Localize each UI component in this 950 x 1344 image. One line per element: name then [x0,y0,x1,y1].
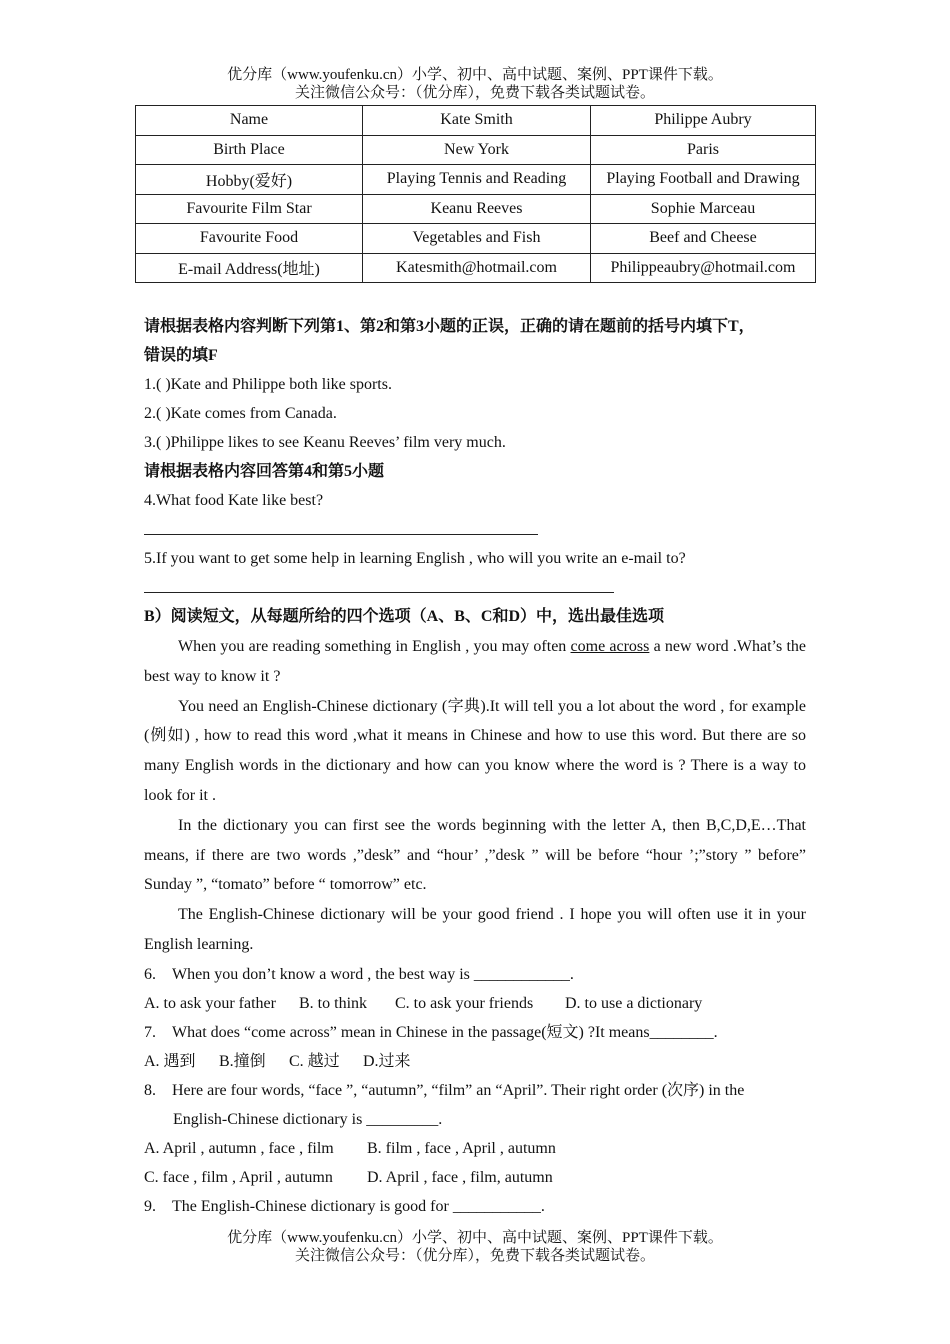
question-8-text: Here are four words, “face ”, “autumn”, “film” an “April”. Their right order (次序) in the [172,1081,745,1099]
option-b: B. to think [299,994,368,1012]
page-footer [0,1229,950,1265]
section-b-title: B）阅读短文，从每题所给的四个选项（A、B、C和D）中，选出最佳选项 [144,608,665,625]
question-8 [144,1076,806,1105]
option-d: D. April , face , film, autumn [367,1168,553,1186]
table-cell: Playing Football and Drawing [591,165,816,195]
header-line-2: 关注微信公众号：（优分库），免费下载各类试题试卷。 [294,85,655,101]
option-c: C. to ask your friends [395,994,534,1012]
option-b: B.撞倒 [219,1052,266,1070]
table-cell: Beef and Cheese [591,224,816,254]
table-cell: New York [363,135,591,165]
passage-paragraph-1 [144,632,806,692]
passage-paragraph-3: In the dictionary you can first see the words beginning with the letter A, then B,C,D,E…That means, if there are two words ,”desk” and “hour’ ,”desk ” will be before “hour ’;”story ” before” Sunday ”, “tomato” before “ tomorrow” etc. [144,816,806,894]
table-row [136,135,816,165]
table-row [136,165,816,195]
table-cell: Favourite Food [136,224,363,254]
profile-table [135,105,816,283]
option-a: A. 遇到 [144,1052,196,1070]
table-cell: Vegetables and Fish [363,224,591,254]
option-b: B. film , face , April , autumn [367,1139,556,1157]
instruction-true-false-cont: 错误的填F [144,347,218,364]
footer-line-1: 优分库（www.youfenku.cn）小学、初中、高中试题、案例、PPT课件下载。 [227,1230,723,1246]
table-row [136,224,816,254]
question-6-text: When you don’t know a word , the best way is ____________. [172,965,574,983]
question-7 [144,1018,806,1047]
question-4: 4.What food Kate like best? [144,492,324,509]
table-cell: Hobby(爱好) [136,165,363,195]
question-7-options [144,1047,806,1076]
table-cell: Katesmith@hotmail.com [363,253,591,283]
table-row [136,253,816,283]
table-cell: E-mail Address(地址) [136,253,363,283]
question-8-number: 8. [144,1081,156,1099]
option-d: D.过来 [363,1052,411,1070]
p1-text-after: a new word .What’s the best way to know it ? [144,638,806,685]
answer-line-5-wrap [144,573,806,602]
option-d: D. to use a dictionary [565,994,703,1012]
question-7-number: 7. [144,1023,156,1041]
table-cell: Playing Tennis and Reading [363,165,591,195]
instruction-true-false: 请根据表格内容判断下列第1、第2和第3小题的正误，正确的请在题前的括号内填下T， [144,318,755,335]
question-8-options-row-1 [144,1134,806,1163]
option-c: C. 越过 [289,1052,340,1070]
answer-line-4-wrap [144,515,806,544]
passage-paragraph-2: You need an English-Chinese dictionary (字典).It will tell you a lot about the word , for example (例如) , how to read this word ,what it means in Chinese and how to use this word. But there are so many English words in the dictionary and how can you know where the word is ? There is a way to look for it . [144,697,806,804]
table-row [136,194,816,224]
exercise-content [144,312,806,1221]
question-9 [144,1192,806,1221]
question-3: 3.( )Philippe likes to see Keanu Reeves’ film very much. [144,434,506,451]
answer-line-5 [144,592,614,593]
question-1: 1.( )Kate and Philippe both like sports. [144,376,392,393]
header-line-1: 优分库（www.youfenku.cn）小学、初中、高中试题、案例、PPT课件下载。 [227,67,723,83]
instruction-answer: 请根据表格内容回答第4和第5小题 [144,463,385,480]
question-8-cont: English-Chinese dictionary is _________. [173,1110,443,1128]
page-header [0,66,950,102]
p1-underlined-phrase: come across [570,638,650,655]
table-cell: Sophie Marceau [591,194,816,224]
option-a: A. to ask your father [144,994,276,1012]
option-a: A. April , autumn , face , film [144,1139,334,1157]
p1-text-before: When you are reading something in English , you may often [178,638,571,655]
question-7-text: What does “come across” mean in Chinese in the passage(短文) ?It means________. [172,1023,718,1041]
table-cell: Paris [591,135,816,165]
question-2: 2.( )Kate comes from Canada. [144,405,337,422]
table-cell: Kate Smith [363,106,591,136]
question-6-options [144,989,806,1018]
question-9-number: 9. [144,1197,156,1215]
table-row [136,106,816,136]
answer-line-4 [144,534,538,535]
table-cell: Name [136,106,363,136]
passage-paragraph-4: The English-Chinese dictionary will be your good friend . I hope you will often use it in your English learning. [144,906,806,953]
option-c: C. face , film , April , autumn [144,1168,333,1186]
question-6 [144,960,806,989]
table-cell: Philippeaubry@hotmail.com [591,253,816,283]
table-cell: Favourite Film Star [136,194,363,224]
question-8-options-row-2 [144,1163,806,1192]
footer-line-2: 关注微信公众号：（优分库），免费下载各类试题试卷。 [294,1248,655,1264]
question-5: 5.If you want to get some help in learning English , who will you write an e-mail to? [144,550,686,567]
question-6-number: 6. [144,965,156,983]
table-cell: Keanu Reeves [363,194,591,224]
question-9-text: The English-Chinese dictionary is good for ___________. [172,1197,545,1215]
table-cell: Philippe Aubry [591,106,816,136]
table-cell: Birth Place [136,135,363,165]
